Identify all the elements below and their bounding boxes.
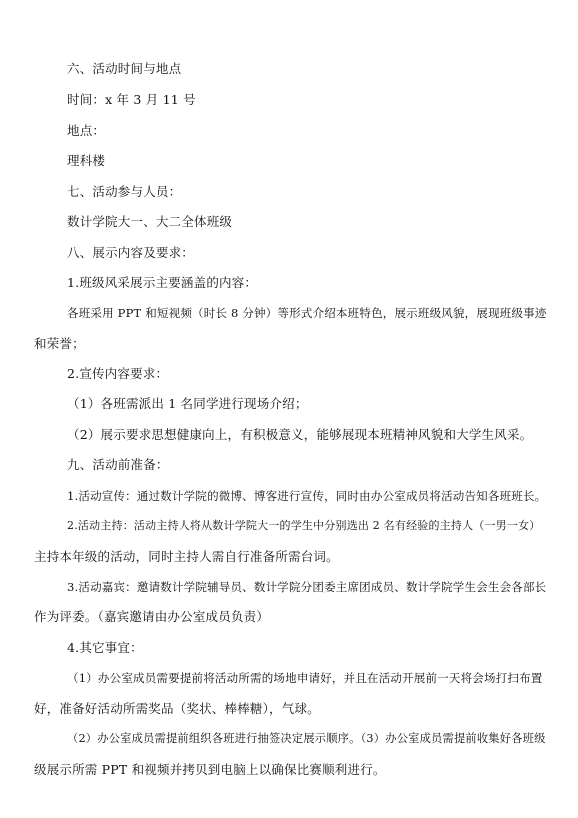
list-item-requirement-1: （1）各班需派出 1 名同学进行现场介绍； [67, 396, 308, 411]
section-heading-time-place: 六、活动时间与地点 [67, 61, 182, 76]
paragraph-showcase-line2: 和荣誉； [34, 336, 85, 351]
paragraph-place-label: 地点： [67, 123, 106, 138]
paragraph-showcase-line1: 各班采用 PPT 和短视频（时长 8 分钟）等形式介绍本班特色，展示班级风貌，展现班级事迹 [67, 306, 547, 320]
paragraph-participants: 数计学院大一、大二全体班级 [67, 214, 233, 229]
paragraph-time: 时间：x 年 3 月 11 号 [67, 92, 196, 107]
paragraph-other-1-line2: 好，准备好活动所需奖品（奖状、棒棒糖），气球。 [34, 701, 320, 716]
subheading-other-matters: 4.其它事宜： [67, 640, 143, 655]
subheading-publicity-requirements: 2.宣传内容要求： [67, 366, 169, 381]
section-heading-preparation: 九、活动前准备： [67, 457, 169, 472]
paragraph-guests-line2: 作为评委。（嘉宾邀请由办公室成员负责） [34, 609, 270, 624]
list-item-requirement-2: （2）展示要求思想健康向上，有积极意义，能够展现本班精神风貌和大学生风采。 [67, 427, 533, 442]
section-heading-participants: 七、活动参与人员： [67, 184, 182, 199]
paragraph-host-line2: 主持本年级的活动，同时主持人需自行准备所需台词。 [34, 549, 339, 564]
paragraph-host-line1: 2.活动主持：活动主持人将从数计学院大一的学生中分别选出 2 名有经验的主持人（一男一女） [67, 519, 541, 532]
paragraph-other-1-line1: （1）办公室成员需要提前将活动所需的场地申请好，并且在活动开展前一天将会场打扫布置 [67, 671, 543, 685]
section-heading-content-requirements: 八、展示内容及要求： [67, 245, 195, 260]
paragraph-publicity: 1.活动宣传：通过数计学院的微博、博客进行宣传，同时由办公室成员将活动告知各班班长。 [67, 489, 547, 503]
paragraph-other-2-line2: 级展示所需 PPT 和视频并拷贝到电脑上以确保比赛顺利进行。 [34, 762, 386, 777]
paragraph-place-value: 理科楼 [67, 153, 106, 168]
subheading-class-showcase: 1.班级风采展示主要涵盖的内容： [67, 275, 258, 290]
paragraph-guests-line1: 3.活动嘉宾：邀请数计学院辅导员、数计学院分团委主席团成员、数计学院学生会生会各部长 [67, 580, 547, 594]
paragraph-other-2-line1: （2）办公室成员需提前组织各班进行抽签决定展示顺序。（3）办公室成员需提前收集好各班级 [67, 732, 546, 745]
